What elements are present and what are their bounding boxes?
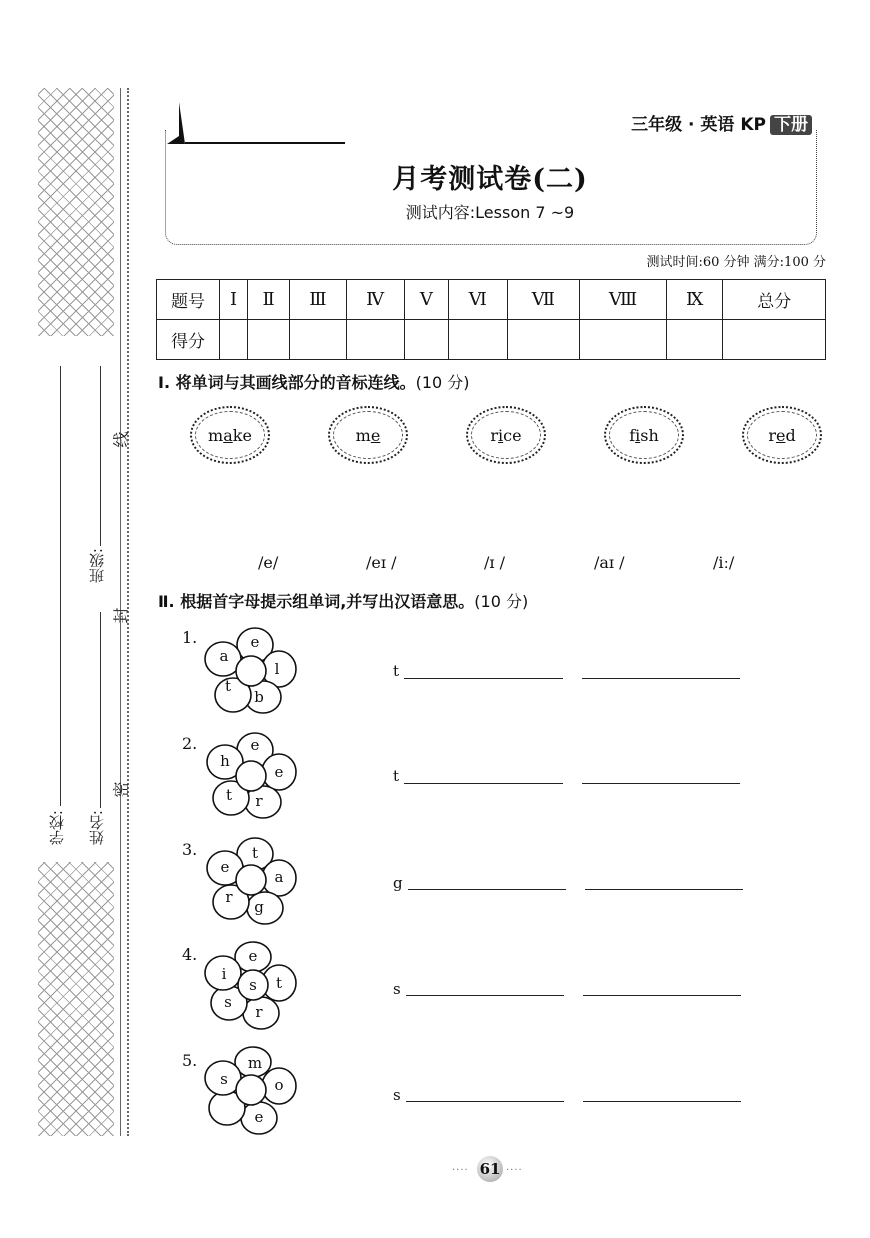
meaning-answer-line[interactable] [583,995,741,996]
class-fill-line[interactable] [100,366,101,546]
score-cell[interactable] [723,320,826,360]
page-dots-right: ···· [506,1165,523,1176]
score-cell[interactable] [346,320,404,360]
score-col-8: Ⅷ [580,280,667,320]
flower-letter: r [225,888,233,906]
word-underlined: e [775,425,786,445]
page-title: 月考测试卷(二) [392,164,588,195]
item-number: 5. [182,1051,198,1070]
section2-points: (10 分) [474,592,529,611]
flower-icon [203,625,299,715]
score-cell[interactable] [290,320,346,360]
score-col-3: Ⅲ [290,280,346,320]
score-col-2: Ⅱ [248,280,290,320]
flower-letter: e [248,947,258,965]
flower-letter: e [220,858,230,876]
school-fill-line[interactable] [60,366,61,806]
word-part: d [785,425,796,445]
flower-letter: e [250,633,260,651]
flower-letter: t [251,844,259,862]
name-label: 姓名: [88,810,106,846]
score-cell[interactable] [507,320,580,360]
phonetic-3[interactable]: /ɪ / [484,553,505,572]
score-col-1: Ⅰ [220,280,248,320]
score-col-7: Ⅶ [507,280,580,320]
score-cell[interactable] [404,320,448,360]
flower-letter: b [254,688,264,706]
initial-letter: t [393,767,400,785]
section2-heading [158,589,528,612]
initial-letter: t [393,662,400,680]
flower-icon [203,730,299,820]
score-col-total: 总分 [723,280,826,320]
flower-letter: e [274,763,284,781]
word-oval-fish[interactable] [604,406,684,464]
flower-letter: m [247,1054,263,1072]
section1-points: (10 分) [415,373,470,392]
word-answer-line[interactable] [406,1101,564,1102]
flower-letter: t [225,786,233,804]
flower-letter: s [249,976,257,994]
word-part: f [629,425,636,445]
section1-title: Ⅰ. 将单词与其画线部分的音标连线。 [158,373,416,392]
word-oval-me[interactable] [328,406,408,464]
word-part: m [208,425,224,445]
class-label: 班级: [88,548,106,584]
item-number: 3. [182,840,198,859]
score-value-row [157,320,826,360]
score-cell[interactable] [580,320,667,360]
word-answer-line[interactable] [404,678,563,679]
school-label: 学校: [48,810,66,846]
flower-letter: g [254,898,264,916]
initial-letter: s [393,980,401,998]
word-oval-make[interactable] [190,406,270,464]
name-fill-line[interactable] [100,612,101,808]
word-underlined: i [635,425,641,445]
item-number: 2. [182,734,198,753]
bind-char-xian: 线 [111,431,131,448]
time-info: 测试时间:60 分钟 满分:100 分 [646,255,826,270]
flower-letter: t [275,974,283,992]
flower-letter: a [219,647,229,665]
score-cell[interactable] [248,320,290,360]
flower-letter: r [255,792,263,810]
flower-letter: s [224,993,232,1011]
meaning-answer-line[interactable] [583,1101,741,1102]
flower-letter: h [220,752,230,770]
score-row2-label: 得分 [157,320,220,360]
word-part: m [355,425,371,445]
flower-icon [203,941,299,1031]
word-part: ce [503,425,522,445]
score-cell[interactable] [667,320,723,360]
word-answer-line[interactable] [406,995,564,996]
word-oval-red[interactable] [742,406,822,464]
flower-letter: r [255,1003,263,1021]
section2-title: Ⅱ. 根据首字母提示组单词,并写出汉语意思。 [158,592,475,611]
initial-letter: g [393,874,403,892]
score-header-row [157,280,826,320]
bind-char-feng: 封 [111,607,131,624]
word-oval-rice[interactable] [466,406,546,464]
word-part: r [490,425,499,445]
word-part: ke [232,425,252,445]
grade-text: 三年级 · 英语 KP [631,115,766,135]
score-cell[interactable] [449,320,507,360]
score-col-9: Ⅸ [667,280,723,320]
flower-letter: o [274,1076,284,1094]
phonetic-5[interactable]: /iː/ [713,553,735,572]
flower-icon [203,1046,299,1136]
bind-char-mi: 密 [111,781,131,798]
word-underlined: i [498,425,504,445]
word-part: sh [640,425,659,445]
word-underlined: e [370,425,381,445]
flower-icon [203,836,299,926]
score-col-5: Ⅴ [404,280,448,320]
score-cell[interactable] [220,320,248,360]
score-col-4: Ⅳ [346,280,404,320]
phonetic-1[interactable]: /e/ [258,553,279,572]
volume-badge: 下册 [770,115,812,135]
page-dots-left: ···· [452,1165,469,1176]
meaning-answer-line[interactable] [582,678,740,679]
word-part: r [768,425,776,445]
phonetic-2[interactable]: /eɪ / [366,553,397,572]
page-number: 61 [477,1156,503,1182]
flower-letter: t [224,677,232,695]
meaning-answer-line[interactable] [585,889,743,890]
item-number: 4. [182,945,198,964]
word-answer-line[interactable] [404,783,563,784]
meaning-answer-line[interactable] [582,783,740,784]
word-underlined: a [223,425,233,445]
initial-letter: s [393,1086,401,1104]
flower-letter: a [274,868,284,886]
word-answer-line[interactable] [408,889,566,890]
flower-letter: l [274,660,280,678]
binding-hatch-top [38,88,114,336]
score-row1-label: 题号 [157,280,220,320]
item-number: 1. [182,628,198,647]
flower-letter: s [220,1070,228,1088]
score-col-6: Ⅵ [449,280,507,320]
section1-heading [158,370,470,393]
score-table [156,279,826,360]
phonetic-4[interactable]: /aɪ / [594,553,625,572]
flower-letter: e [250,736,260,754]
flower-letter: e [254,1108,264,1126]
page-subtitle: 测试内容:Lesson 7 ~9 [405,203,575,222]
flower-letter: i [221,965,227,983]
binding-hatch-bottom [38,862,114,1136]
